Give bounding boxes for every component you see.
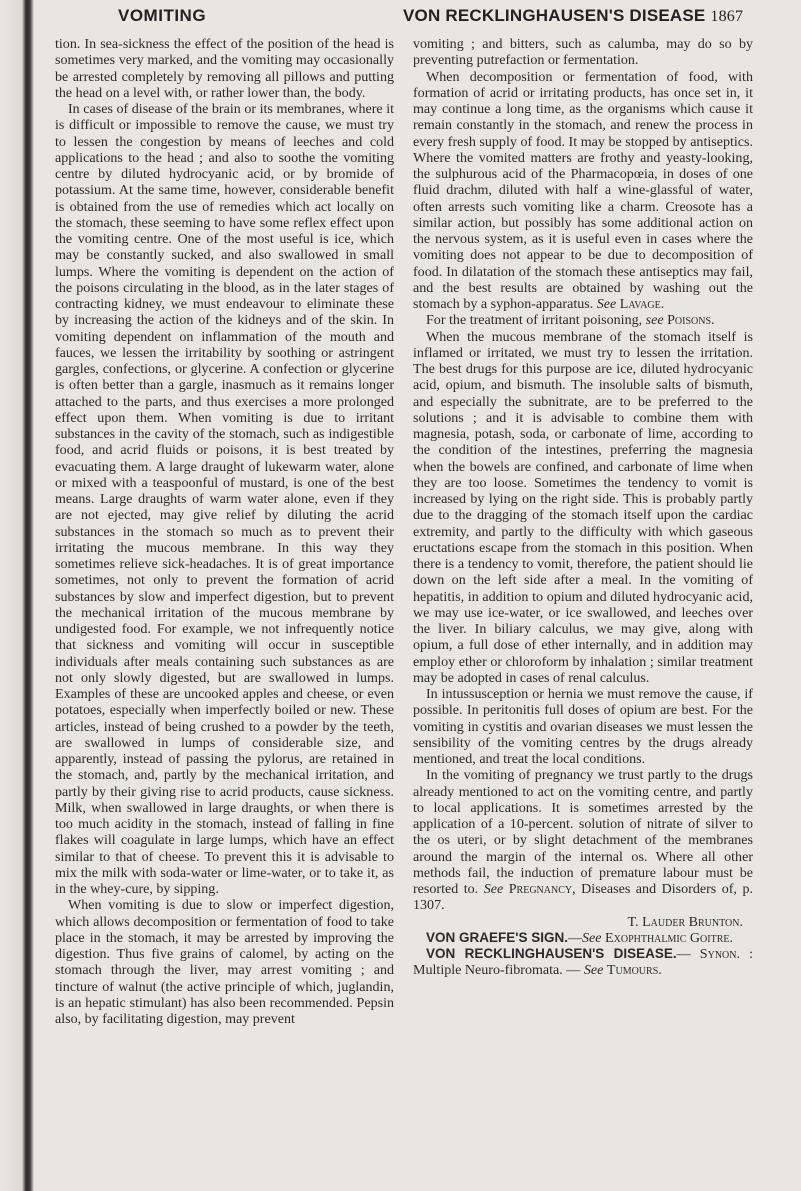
p3-see: see xyxy=(645,312,664,329)
right-paragraph-1: vomiting ; and bitters, such as calumba, may do so by preventing putrefaction or fermentation. xyxy=(413,36,753,69)
right-paragraph-2 xyxy=(413,69,753,313)
p6-see: See xyxy=(483,881,504,897)
page-binding-edge xyxy=(0,0,34,1191)
running-header xyxy=(0,6,801,30)
entry-2-cross-reference: Tumours. xyxy=(606,962,662,979)
entry-2-text: : Multiple Neuro-fibromata. — xyxy=(413,946,754,979)
p6-text: In the vomiting of pregnancy we trust partly to the drugs already mentioned to act on the vomiting centre, and partly to local applications. It is sometimes arrested by the application of a 10-percent. solution of nitrate of silver to the os uteri, or by slight detachment of the membranes around the margin of the internal os. Where all other methods fail, the induction of premature labour must be resorted to. xyxy=(413,767,753,897)
right-paragraph-5: In intussusception or hernia we must remove the cause, if possible. In peritonitis full doses of opium are best. For the vomiting in cystitis and ovarian diseases we must lessen the sensibility of the vomiting centres by the drugs already mentioned, and treat the local conditions. xyxy=(413,686,753,767)
entry-von-recklinghausens-disease xyxy=(413,946,753,979)
entry-von-graefes-sign xyxy=(413,930,753,946)
entry-1-dash: — xyxy=(567,929,583,946)
p6-tail: Diseases and Disorders of, p. 1307. xyxy=(413,881,753,914)
p3-cross-reference: Poisons. xyxy=(667,312,715,329)
header-right xyxy=(403,6,743,26)
entry-2-synonym-label: Synon. xyxy=(699,946,741,962)
page-number: 1867 xyxy=(710,8,744,25)
entry-2-headword: VON RECKLINGHAUSEN'S DISEASE. xyxy=(426,946,677,961)
entry-1-headword: VON GRAEFE'S SIGN. xyxy=(426,929,568,945)
right-paragraph-3 xyxy=(413,312,753,328)
right-paragraph-4: When the mucous membrane of the stomach itself is inflamed or irritated, we must try to lessen the irritation. The best drugs for this purpose are ice, diluted hydrocyanic acid, opium, and bismuth. The insoluble salts of bismuth, and especially the subnitrate, are to be preferred to the solutions ; and it is advisable to combine them with magnesia, potash, soda, or carbonate of lime, according to the condition of the intestines, preferring the magnesia when the bowels are confined, and carbonate of lime when they are too loose. Sometimes the tendency to vomit is increased by lying on the right side. This is probably partly due to the dragging of the stomach itself upon the cardiac extremity, and partly to the difficulty with which gaseous eructations escape from the stomach in this position. When there is a tendency to vomit, therefore, the patient should lie down on the left side after a meal. In the vomiting of hepatitis, in addition to opium and diluted hydrocyanic acid, we may use ice-water, or ice swallowed, and leeches over the liver. In biliary calculus, we may give, along with opium, a full dose of ether internally, and in addition may employ ether or chloroform by inhalation ; similar treatment may be adopted in cases of renal calculus. xyxy=(413,328,753,686)
right-paragraph-6 xyxy=(413,767,753,913)
author-signature: T. Lauder Brunton. xyxy=(627,913,743,930)
p3-text: For the treatment of irritant poisoning, xyxy=(426,312,643,329)
p6-cross-reference: Pregnancy, xyxy=(508,881,576,897)
p2-text: When decomposition or fermentation of food, with formation of acrid or irritating products, has once set in, it may continue a long time, as the organisms which cause it remain constantly in the stomach, and renew the process in every fresh supply of food. It may be stopped by antiseptics. Where the vomited matters are frothy and yeasty-looking, the sulphurous acid of the Pharmacopœia, in doses of one fluid drachm, diluted with half a wine-glassful of water, often arrests such vomiting like a charm. Creosote has a similar action, but possibly has some additional action on the nervous system, as it is useful even in cases where the vomiting does not appear to be due to decomposition of food. In dilatation of the stomach these antiseptics may fail, and the best results are obtained by washing out the stomach by a syphon-apparatus. xyxy=(413,68,753,312)
entry-2-dash: — xyxy=(676,946,691,962)
entry-1-see: See xyxy=(582,929,602,946)
header-right-title: VON RECKLINGHAUSEN'S DISEASE xyxy=(403,6,706,25)
p2-cross-reference: Lavage. xyxy=(619,296,665,312)
left-column xyxy=(55,36,394,1027)
entry-2-see: See xyxy=(583,962,604,979)
entry-1-cross-reference: Exophthalmic Goitre. xyxy=(605,929,734,946)
left-paragraph-1: tion. In sea-sickness the effect of the position of the head is sometimes very marked, and the vomiting may occasionally be arrested completely by removing all pillows and putting the head on a level with, or rather lower than, the body. xyxy=(55,36,394,101)
right-column xyxy=(413,36,753,979)
header-left-title: VOMITING xyxy=(118,6,207,25)
left-paragraph-2: In cases of disease of the brain or its membranes, where it is difficult or impossible to remove the cause, we must try to lessen the congestion by means of leeches and cold applications to the head ; and also to soothe the vomiting centre by diluted hydrocyanic acid, or by bromide of potassium. At the same time, however, considerable benefit is obtained from the use of remedies which act locally on the stomach, these seeming to have some reflex effect upon the vomiting centre. One of the most useful is ice, which may be constantly sucked, and also swallowed in small lumps. Where the vomiting is dependent on the action of the poisons circulating in the blood, as in the later stages of contracting kidney, we must endeavour to eliminate these by increasing the action of the kidneys and of the skin. In vomiting dependent on inflammation of the mouth and fauces, we lessen the irritability by soothing or astringent gargles, confections, or glycerine. A confection or glycerine is often better than a gargle, inasmuch as it remains longer attached to the parts, and thus exercises a more prolonged effect upon them. When vomiting is due to irritant substances in the cavity of the stomach, such as indigestible food, and acrid fluids or poisons, it is best treated by evacuating them. A large draught of lukewarm water, alone or mixed with a teaspoonful of mustard, is one of the best means. Large draughts of warm water alone, even if they are not ejected, may give relief by diluting the acrid substances in the stomach so much as to prevent their irritating the mucous membrane. In this way they sometimes relieve sick-headaches. It is of great importance sometimes, not only to prevent the formation of acrid substances by slow and imperfect digestion, but to prevent the mechanical irritation of the mucous membrane by undigested food. For example, we not infrequently notice that sickness and vomiting will occur in susceptible individuals after meals containing such substances as are not only slowly digested, but are swallowed in lumps. Examples of these are uncooked apples and cheese, or even potatoes, especially when imperfectly boiled or new. These articles, instead of being crushed to a powder by the teeth, are swallowed in lumps of considerable size, and apparently, instead of passing the pylorus, are retained in the stomach, and, partly by the mechanical irritation, and partly by their giving rise to acrid products, cause sickness. Milk, when swallowed in large draughts, or when there is too much acidity in the stomach, instead of falling in fine flakes will coagulate in large lumps, which have an effect similar to that of cheese. To prevent this it is advisable to mix the milk with soda-water or lime-water, or to take it, as in the whey-cure, by sipping. xyxy=(55,101,394,897)
left-paragraph-3: When vomiting is due to slow or imperfect digestion, which allows decomposition or fermentation of food to take place in the stomach, it may be arrested by improving the digestion. Thus five grains of calomel, by acting on the stomach through the liver, may arrest vomiting ; and tincture of walnut (the active principle of which, juglandin, is an hepatic stimulant) has also been recommended. Pepsin also, by facilitating digestion, may prevent xyxy=(55,897,394,1027)
p2-see: See xyxy=(596,296,617,312)
